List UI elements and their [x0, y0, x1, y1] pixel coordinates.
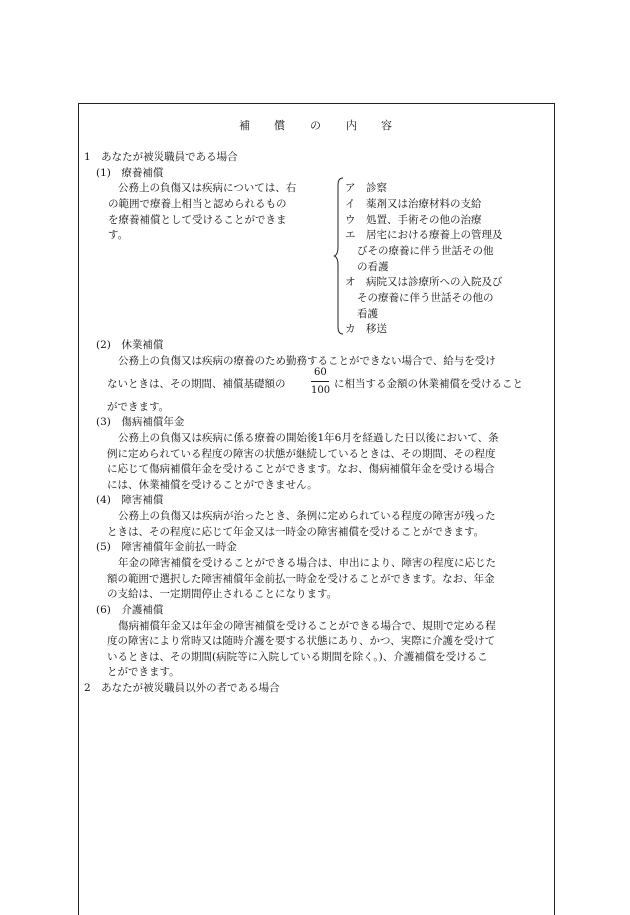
item6-text-line: 傷病補償年金又は年金の障害補償を受けることができる場合で、規則で定める程: [118, 620, 496, 632]
item1-label: (1) 療養補償: [96, 167, 164, 179]
item5-label: (5) 障害補償年金前払一時金: [96, 541, 237, 553]
item4-label: (4) 障害補償: [96, 494, 164, 506]
item2-text-line: に相当する金額の休業補償を受けること: [334, 378, 523, 390]
item6-text-line: 度の障害により常時又は随時介護を要する状態にあり、かつ、実際に介護を受けて: [107, 635, 496, 647]
item1-text-line: 公務上の負傷又は疾病については、右: [118, 182, 297, 194]
treatment-list-item: びその療養に伴う世話その他: [357, 245, 494, 257]
item3-text-line: に応じて傷病補償年金を受けることができます。なお、傷病補償年金を受ける場合: [107, 463, 495, 475]
item3-label: (3) 傷病補償年金: [96, 416, 185, 428]
title-char: 容: [381, 119, 392, 132]
treatment-list-item: イ 薬剤又は治療材料の支給: [345, 198, 482, 210]
fraction-numerator: 60: [314, 367, 327, 378]
title-char: 補: [239, 119, 250, 132]
treatment-list-item: ア 診察: [345, 182, 387, 194]
title-char: 内: [346, 119, 357, 132]
item3-text-line: 例に定められている程度の障害の状態が継続しているときは、その期間、その程度: [107, 448, 496, 460]
treatment-list-item: の看護: [357, 261, 389, 273]
fraction-bar: [311, 381, 329, 382]
title-char: 償: [274, 119, 285, 132]
item2-label: (2) 休業補償: [96, 339, 164, 351]
title-char: の: [310, 119, 321, 132]
treatment-list-item: カ 移送: [345, 323, 387, 335]
fraction-denominator: 100: [311, 385, 331, 396]
item2-text-line: 公務上の負傷又は疾病の療養のため勤務することができない場合で、給与を受け: [118, 355, 496, 367]
item4-text-line: 公務上の負傷又は疾病が治ったとき、条例に定められている程度の障害が残った: [118, 510, 496, 522]
item5-text-line: 額の範囲で選択した障害補償年金前払一時金を受けることができます。なお、年金: [107, 573, 495, 585]
item3-text-line: には、休業補償を受けることができません。: [107, 479, 318, 491]
section2-heading: 2 あなたが被災職員以外の者である場合: [84, 682, 280, 694]
treatment-list-item: エ 居宅における療養上の管理及: [345, 229, 503, 241]
item1-text-line: す。: [108, 229, 129, 241]
item2-text-line: ないときは、その期間、補償基礎額の: [107, 378, 286, 390]
treatment-list-item: ウ 処置、手術その他の治療: [345, 214, 482, 226]
treatment-list-item: オ 病院又は診療所への入院及び: [345, 276, 503, 288]
treatment-list-item: その療養に伴う世話その他の: [357, 292, 494, 304]
item6-text-line: とができます。: [107, 666, 180, 678]
item6-label: (6) 介護補償: [96, 604, 164, 616]
item5-text-line: の支給は、一定期間停止されることになります。: [107, 588, 338, 600]
item2-text-line: ができます。: [107, 401, 170, 413]
item3-text-line: 公務上の負傷又は疾病に係る療養の開始後1年6月を経過した日以後において、条: [118, 432, 499, 444]
item4-text-line: ときは、その程度に応じて年金又は一時金の障害補償を受けることができます。: [107, 526, 485, 538]
item1-text-line: の範囲で療養上相当と認められるもの: [108, 198, 287, 210]
left-brace: [333, 177, 345, 335]
item5-text-line: 年金の障害補償を受けることができる場合は、申出により、障害の程度に応じた: [118, 557, 496, 569]
section1-heading: 1 あなたが被災職員である場合: [84, 151, 238, 163]
item6-text-line: いるときは、その期間(病院等に入院している期間を除く。)、介護補償を受けるこ: [107, 651, 488, 663]
treatment-list-item: 看護: [357, 308, 378, 320]
item1-text-line: を療養補償として受けることができま: [108, 214, 287, 226]
